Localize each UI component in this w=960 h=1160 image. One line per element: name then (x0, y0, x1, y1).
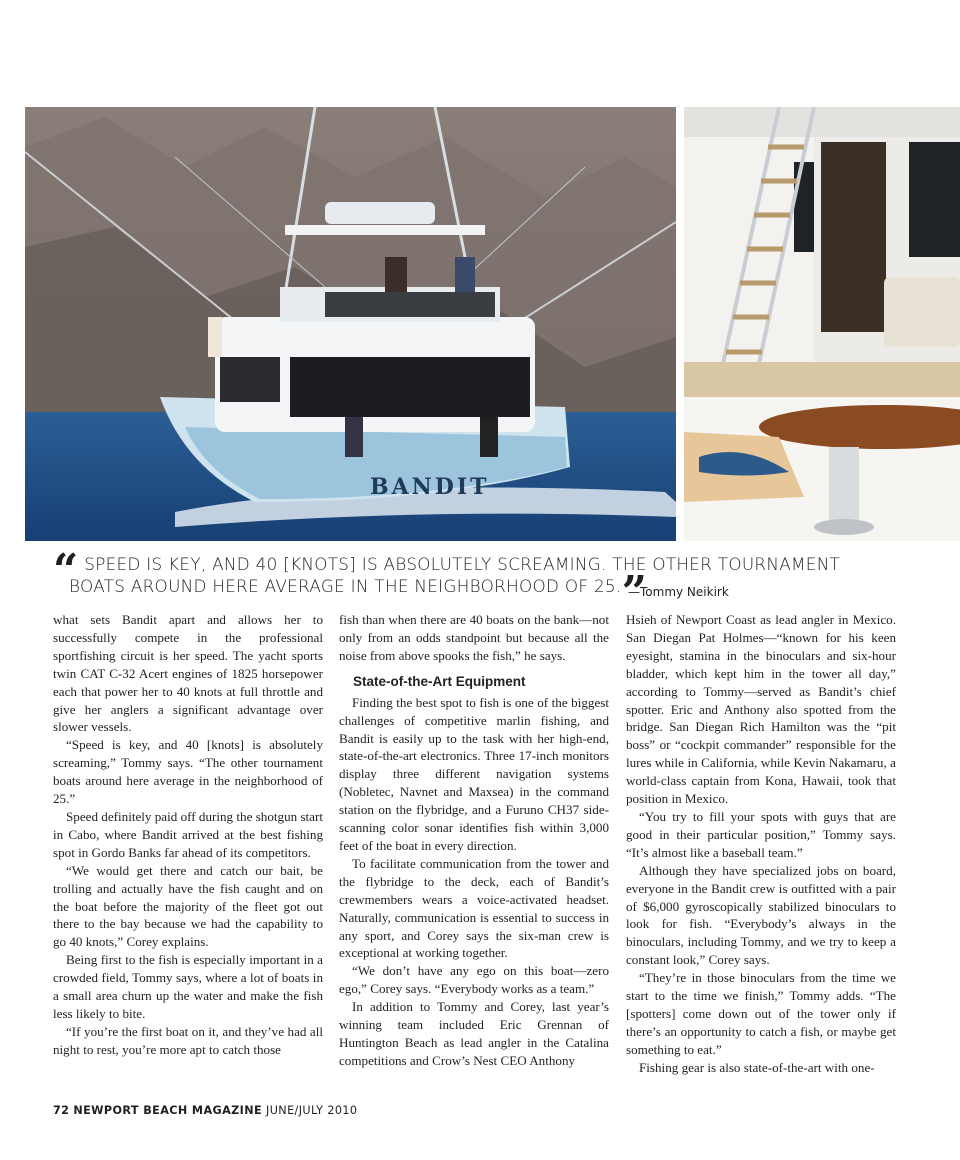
paragraph: Finding the best spot to fish is one of the biggest challenges of competitive marlin fishing, and Bandit is easily up to the task with her high-end, state-of-the-art electronics. Three 17-inch monitors display three different navigation systems (Nobletec, Navnet and Maxsea) in the command station on the flybridge, and a Furuno CH37 side-scanning color sonar identifies fish within 3,000 feet of the boat in every direction. (339, 694, 609, 853)
page-footer (53, 1104, 357, 1117)
paragraph: Hsieh of Newport Coast as lead angler in Mexico. San Diegan Pat Holmes—“known for his keen eyesight, stamina in the binoculars and six-hour bladder, which kept him in the tower all day,” according to Tommy—served as Bandit’s chief spotter. Eric and Anthony also spotted from the bridge. San Diegan Rich Hamilton was the “pit boss” or “cockpit commander” responsible for the lures while in California, while Kevin Nakamaru, a world-class captain from Kona, Hawaii, took that position in Mexico. (626, 612, 896, 807)
paragraph: “They’re in those binoculars from the time we start to the time we finish,” Tommy adds. “The [spotters] come down out of the tower only if there’s an opportunity to catch a fish, or maybe get something to eat.” (626, 970, 896, 1057)
paragraph: Fishing gear is also state-of-the-art with one- (639, 1059, 875, 1075)
paragraph: what sets Bandit apart and allows her to successfully compete in the professional sportfishing circuit is her speed. The yacht sports twin CAT C-32 Acert engines of 1825 horsepower each that power her to 40 knots at full throttle and give her anglers a significant advantage over slower vessels. (53, 612, 323, 735)
pull-quote-text-2: BOATS AROUND HERE AVERAGE IN THE NEIGHBORHOOD OF 25. (69, 576, 622, 596)
paragraph: Speed definitely paid off during the shotgun start in Cabo, where Bandit arrived at the best fishing spot in Gordo Banks far ahead of its competitors. (53, 808, 323, 860)
article-column-2 (339, 611, 609, 1070)
boat-name-text: BANDIT (370, 474, 490, 500)
close-quote-icon: ” (621, 567, 648, 618)
paragraph: fish than when there are 40 boats on the bank—not only from an odds standpoint but because all the noise from above spooks the fish,” he says. (339, 612, 609, 663)
open-quote-icon: “ (53, 545, 79, 596)
article-column-1 (53, 611, 323, 1059)
cockpit-photo (684, 107, 960, 541)
magazine-name: NEWPORT BEACH MAGAZINE (73, 1104, 263, 1117)
paragraph: To facilitate communication from the tower and the flybridge to the deck, each of Bandit’s crewmembers wears a voice-activated headset. Naturally, communication is essential to success in any sport, and Corey says the six-man crew is exceptional at working together. (339, 855, 609, 961)
paragraph: Although they have specialized jobs on board, everyone in the Bandit crew is outfitted with a pair of $6,000 gyroscopically stabilized binoculars to look for fish. “Everybody’s always in the binoculars, including Tommy, and we try to keep a constant look,” Corey says. (626, 862, 896, 968)
pull-quote-attribution: —Tommy Neikirk (628, 585, 729, 599)
paragraph: “We don’t have any ego on this boat—zero ego,” Corey says. “Everybody works as a team.” (339, 963, 609, 997)
paragraph: “You try to fill your spots with guys that are good in their particular position,” Tommy says. “It’s almost like a baseball team.” (626, 808, 896, 860)
paragraph: “If you’re the first boat on it, and they’ve had all night to rest, you’re more apt to catch those (53, 1023, 323, 1057)
article-column-3 (626, 611, 896, 1077)
section-heading: State-of-the-Art Equipment (353, 673, 526, 689)
page-number: 72 (53, 1104, 70, 1117)
paragraph: “Speed is key, and 40 [knots] is absolutely screaming,” Tommy says. “The other tournament boats around here average in the neighborhood of 25.” (53, 737, 323, 807)
paragraph: Being first to the fish is especially important in a crowded field, Tommy says, where a lot of boats in a small area churn up the water and make the fish less likely to bite. (53, 952, 323, 1021)
pull-quote (53, 545, 943, 618)
pull-quote-line-2 (53, 567, 943, 618)
issue-date: JUNE/JULY 2010 (266, 1104, 358, 1117)
boat-photo (25, 107, 676, 541)
paragraph: In addition to Tommy and Corey, last year’s winning team included Eric Grennan of Huntington Beach as lead angler in the Catalina competitions and Crow’s Nest CEO Anthony (339, 999, 609, 1068)
pull-quote-text-1: SPEED IS KEY, AND 40 [KNOTS] IS ABSOLUTELY SCREAMING. THE OTHER TOURNAMENT (84, 554, 841, 574)
paragraph: “We would get there and catch our bait, be trolling and actually have the fish caught and on the boat before the majority of the fleet got out there to the bay because we had the capability to go 40 knots,” Corey explains. (53, 862, 323, 950)
